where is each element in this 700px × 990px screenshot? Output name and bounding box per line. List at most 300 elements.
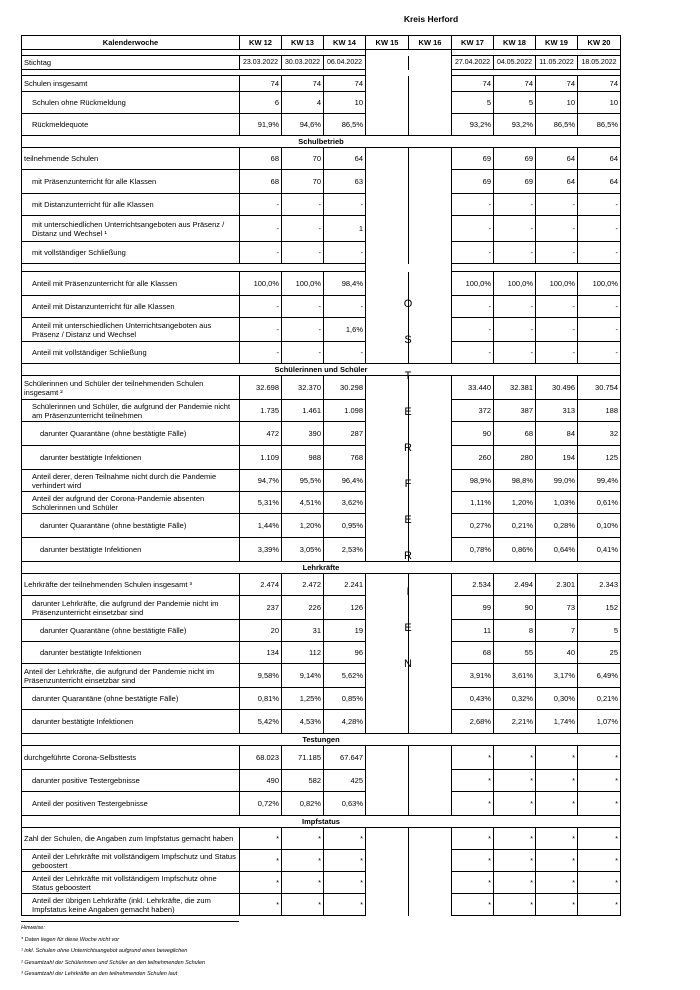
value-cell: - [240,296,282,318]
value-cell: 0,43% [452,688,494,710]
value-cell: 4,51% [282,492,324,514]
value-cell: 25 [578,642,621,664]
table-row [22,620,621,642]
value-cell: - [452,194,494,216]
value-cell: - [536,318,578,342]
footnote-2: ¹ inkl. Schulen ohne Unterrichtsangebot aufgrund eines beweglichen [21,948,188,954]
closed-cell [409,792,452,816]
closed-cell [409,216,452,242]
closed-cell [409,746,452,770]
value-cell: * [536,828,578,850]
value-cell: 0,41% [578,538,621,562]
value-cell: 1.098 [324,400,366,422]
value-cell: 100,0% [536,272,578,296]
value-cell: 20 [240,620,282,642]
closed-cell [366,894,409,916]
week-header: KW 19 [536,36,578,50]
value-cell: 1.735 [240,400,282,422]
value-cell: * [536,770,578,792]
row-label: Anteil der übrigen Lehrkräfte (inkl. Lehrkräfte, die zum Impfstatus keine Angaben gemacht haben) [22,894,240,916]
value-cell: - [240,242,282,264]
closed-cell [409,770,452,792]
closed-cell [409,272,452,296]
header-label: Kalenderwoche [22,36,240,50]
week-header: KW 14 [324,36,366,50]
value-cell: 7 [536,620,578,642]
stichtag-date: 23.03.2022 [240,56,282,70]
row-label: Schülerinnen und Schüler der teilnehmenden Schulen insgesamt ² [22,376,240,400]
value-cell: 4,28% [324,710,366,734]
value-cell: 69 [452,148,494,170]
table-row [22,746,621,770]
value-cell: 1,07% [578,710,621,734]
row-label: Anteil mit Distanzunterricht für alle Klassen [22,296,240,318]
value-cell: 425 [324,770,366,792]
table-row [22,296,621,318]
value-cell: 3,62% [324,492,366,514]
value-cell: 94,7% [240,470,282,492]
holiday-closure-label [388,297,428,693]
table-row [22,56,621,70]
value-cell: 188 [578,400,621,422]
value-cell: 1,03% [536,492,578,514]
table-row [22,272,621,296]
value-cell: - [324,194,366,216]
closure-letter: O [403,298,413,310]
value-cell: - [494,296,536,318]
value-cell: 0,64% [536,538,578,562]
value-cell: 0,85% [324,688,366,710]
value-cell: 90 [452,422,494,446]
closed-cell [366,148,409,170]
value-cell: 68 [494,422,536,446]
table-row [22,562,621,574]
closure-letter: E [404,406,412,418]
value-cell: 126 [324,596,366,620]
closed-cell [366,872,409,894]
closed-cell [409,92,452,114]
row-label: Anteil mit vollständiger Schließung [22,342,240,364]
table-row [22,596,621,620]
value-cell: * [324,894,366,916]
value-cell: * [578,850,621,872]
table-row [22,538,621,562]
closed-cell [366,710,409,734]
row-label: Anteil der Lehrkräfte mit vollständigem Impfschutz ohne Status geboostert [22,872,240,894]
value-cell: 55 [494,642,536,664]
value-cell: 0,95% [324,514,366,538]
value-cell: * [240,828,282,850]
table-row [22,770,621,792]
stichtag-label: Stichtag [22,56,240,70]
value-cell: 2,21% [494,710,536,734]
value-cell: * [494,850,536,872]
value-cell: * [282,850,324,872]
value-cell: 2,68% [452,710,494,734]
section-header: Schülerinnen und Schüler [22,364,621,376]
table-row [22,400,621,422]
value-cell: * [578,894,621,916]
table-row [22,242,621,264]
value-cell: * [536,792,578,816]
value-cell: 98,4% [324,272,366,296]
table-row [22,710,621,734]
table-row [22,194,621,216]
row-label: Anteil derer, deren Teilnahme nicht durch die Pandemie verhindert wird [22,470,240,492]
value-cell: 93,2% [494,114,536,136]
row-label: durchgeführte Corona-Selbsttests [22,746,240,770]
value-cell: * [452,770,494,792]
value-cell: 2.494 [494,574,536,596]
section-header: Lehrkräfte [22,562,621,574]
closed-cell [366,850,409,872]
closed-cell [366,76,409,92]
closed-cell [409,194,452,216]
stichtag-date: 11.05.2022 [536,56,578,70]
row-label: darunter positive Testergebnisse [22,770,240,792]
value-cell: * [452,894,494,916]
value-cell: 86,5% [536,114,578,136]
closed-cell [409,148,452,170]
value-cell: * [240,850,282,872]
value-cell: 98,9% [452,470,494,492]
value-cell: * [240,872,282,894]
value-cell: 2.301 [536,574,578,596]
table-row [22,574,621,596]
value-cell: * [494,894,536,916]
value-cell: 32.381 [494,376,536,400]
stichtag-date: 30.03.2022 [282,56,324,70]
row-label: darunter bestätigte Infektionen [22,642,240,664]
value-cell: 100,0% [494,272,536,296]
value-cell: 1,25% [282,688,324,710]
spacer-cell [536,264,578,272]
spacer-cell [366,264,409,272]
footnotes [21,921,239,981]
week-header: KW 16 [409,36,452,50]
value-cell: 1,20% [282,514,324,538]
value-cell: * [578,770,621,792]
value-cell: 86,5% [324,114,366,136]
value-cell: 2.241 [324,574,366,596]
value-cell: 2,53% [324,538,366,562]
value-cell: * [282,894,324,916]
value-cell: * [452,850,494,872]
stichtag-date [366,56,409,70]
closed-cell [366,194,409,216]
value-cell: - [578,296,621,318]
section-header: Testungen [22,734,621,746]
value-cell: 74 [536,76,578,92]
closure-letter: E [404,622,412,634]
value-cell: * [578,746,621,770]
value-cell: * [536,894,578,916]
value-cell: - [536,194,578,216]
value-cell: 6,49% [578,664,621,688]
closure-letter: F [404,478,412,490]
row-label: Anteil mit unterschiedlichen Unterrichtsangeboten aus Präsenz / Distanz und Wechsel [22,318,240,342]
table-row [22,894,621,916]
value-cell: 74 [578,76,621,92]
value-cell: - [240,194,282,216]
row-label: mit unterschiedlichen Unterrichtsangeboten aus Präsenz / Distanz und Wechsel ¹ [22,216,240,242]
value-cell: 3,91% [452,664,494,688]
value-cell: 0,28% [536,514,578,538]
value-cell: * [282,872,324,894]
value-cell: 74 [452,76,494,92]
table-row [22,216,621,242]
value-cell: - [536,296,578,318]
value-cell: 70 [282,170,324,194]
value-cell: * [536,872,578,894]
value-cell: 68 [452,642,494,664]
closed-cell [366,114,409,136]
week-header: KW 20 [578,36,621,50]
value-cell: - [282,318,324,342]
row-label: Rückmeldequote [22,114,240,136]
table-row [22,872,621,894]
value-cell: 69 [494,148,536,170]
value-cell: 90 [494,596,536,620]
row-label: Anteil der positiven Testergebnisse [22,792,240,816]
value-cell: 313 [536,400,578,422]
value-cell: 68 [240,148,282,170]
spacer-cell [240,264,282,272]
value-cell: 0,32% [494,688,536,710]
table-row [22,376,621,400]
value-cell: 96,4% [324,470,366,492]
value-cell: 74 [240,76,282,92]
row-label: Zahl der Schulen, die Angaben zum Impfstatus gemacht haben [22,828,240,850]
value-cell: 33.440 [452,376,494,400]
value-cell: - [494,194,536,216]
value-cell: 9,14% [282,664,324,688]
value-cell: 69 [452,170,494,194]
row-label: darunter Lehrkräfte, die aufgrund der Pandemie nicht im Präsenzunterricht einsetzbar sind [22,596,240,620]
value-cell: - [324,242,366,264]
value-cell: - [452,296,494,318]
closed-cell [366,770,409,792]
closed-cell [409,76,452,92]
table-row [22,828,621,850]
value-cell: 4 [282,92,324,114]
value-cell: 100,0% [240,272,282,296]
row-label: Schulen insgesamt [22,76,240,92]
value-cell: 95,5% [282,470,324,492]
value-cell: 64 [536,170,578,194]
value-cell: 64 [536,148,578,170]
row-label: Anteil mit Präsenzunterricht für alle Klassen [22,272,240,296]
value-cell: - [578,194,621,216]
value-cell: 0,81% [240,688,282,710]
value-cell: 125 [578,446,621,470]
value-cell: - [240,318,282,342]
value-cell: 2.474 [240,574,282,596]
value-cell: - [578,216,621,242]
value-cell: 0,61% [578,492,621,514]
value-cell: - [324,296,366,318]
value-cell: 84 [536,422,578,446]
value-cell: 390 [282,422,324,446]
value-cell: 0,27% [452,514,494,538]
closure-letter: I [406,586,410,598]
closed-cell [366,792,409,816]
value-cell: 40 [536,642,578,664]
value-cell: 10 [536,92,578,114]
table-row [22,492,621,514]
value-cell: * [494,872,536,894]
row-label: Anteil der aufgrund der Corona-Pandemie absenten Schülerinnen und Schüler [22,492,240,514]
value-cell: - [494,342,536,364]
spacer-cell [578,264,621,272]
week-header: KW 13 [282,36,324,50]
week-header: KW 18 [494,36,536,50]
value-cell: 988 [282,446,324,470]
table-row [22,264,621,272]
value-cell: 32 [578,422,621,446]
value-cell: 0,82% [282,792,324,816]
value-cell: 387 [494,400,536,422]
value-cell: 490 [240,770,282,792]
value-cell: - [282,296,324,318]
value-cell: 287 [324,422,366,446]
table-row [22,114,621,136]
value-cell: - [578,318,621,342]
closure-letter: R [404,442,412,454]
value-cell: - [240,216,282,242]
value-cell: 19 [324,620,366,642]
value-cell: 280 [494,446,536,470]
value-cell: 5 [494,92,536,114]
value-cell: 74 [282,76,324,92]
value-cell: * [240,894,282,916]
closure-letter: T [404,370,412,382]
spacer-cell [282,264,324,272]
value-cell: * [494,828,536,850]
closed-cell [409,872,452,894]
value-cell: 2.534 [452,574,494,596]
value-cell: 1,74% [536,710,578,734]
value-cell: 0,21% [494,514,536,538]
value-cell: - [282,216,324,242]
row-label: Lehrkräfte der teilnehmenden Schulen insgesamt ³ [22,574,240,596]
value-cell: - [452,342,494,364]
value-cell: 74 [494,76,536,92]
value-cell: 99 [452,596,494,620]
row-label: darunter Quarantäne (ohne bestätigte Fälle) [22,620,240,642]
value-cell: 372 [452,400,494,422]
week-header: KW 15 [366,36,409,50]
value-cell: - [494,242,536,264]
value-cell: - [536,216,578,242]
value-cell: 1,11% [452,492,494,514]
value-cell: - [536,342,578,364]
table-row [22,446,621,470]
row-label: mit Distanzunterricht für alle Klassen [22,194,240,216]
value-cell: 91,9% [240,114,282,136]
value-cell: 0,86% [494,538,536,562]
closed-cell [366,170,409,194]
value-cell: * [452,792,494,816]
value-cell: 3,05% [282,538,324,562]
value-cell: 5 [452,92,494,114]
value-cell: 64 [578,170,621,194]
value-cell: 1.461 [282,400,324,422]
value-cell: - [578,342,621,364]
table-row [22,642,621,664]
value-cell: 472 [240,422,282,446]
value-cell: 0,78% [452,538,494,562]
value-cell: 93,2% [452,114,494,136]
value-cell: * [324,872,366,894]
value-cell: 5,42% [240,710,282,734]
value-cell: * [282,828,324,850]
value-cell: 30.298 [324,376,366,400]
value-cell: * [578,872,621,894]
stichtag-date: 04.05.2022 [494,56,536,70]
section-header: Impfstatus [22,816,621,828]
value-cell: - [240,342,282,364]
table-row [22,136,621,148]
value-cell: 5 [578,620,621,642]
row-label: darunter Quarantäne (ohne bestätigte Fälle) [22,514,240,538]
value-cell: 1 [324,216,366,242]
value-cell: 68 [240,170,282,194]
value-cell: 70 [282,148,324,170]
table-row [22,514,621,538]
value-cell: * [494,792,536,816]
value-cell: 64 [578,148,621,170]
table-row [22,422,621,446]
value-cell: * [536,850,578,872]
row-label: darunter bestätigte Infektionen [22,710,240,734]
value-cell: 86,5% [578,114,621,136]
value-cell: * [452,872,494,894]
value-cell: 5,31% [240,492,282,514]
value-cell: - [282,342,324,364]
value-cell: 768 [324,446,366,470]
value-cell: * [324,828,366,850]
value-cell: 30.754 [578,376,621,400]
footnote-heading: Hinweise: [21,925,45,931]
footnote-1: * Daten liegen für diese Woche nicht vor [21,936,120,943]
footnote-4: ³ Gesamtzahl der Lehrkräfte an den teilnehmenden Schulen laut [21,971,178,977]
footnote-3: ² Gesamtzahl der Schülerinnen und Schüler an den teilnehmenden Schulen [21,959,206,966]
week-header: KW 12 [240,36,282,50]
value-cell: 0,21% [578,688,621,710]
value-cell: 152 [578,596,621,620]
closed-cell [409,242,452,264]
value-cell: - [494,216,536,242]
value-cell: 74 [324,76,366,92]
value-cell: 10 [578,92,621,114]
table-row [22,792,621,816]
value-cell: - [324,342,366,364]
week-header: KW 17 [452,36,494,50]
value-cell: 63 [324,170,366,194]
value-cell: * [324,850,366,872]
value-cell: 99,0% [536,470,578,492]
stichtag-date: 18.05.2022 [578,56,621,70]
value-cell: * [452,828,494,850]
value-cell: 3,39% [240,538,282,562]
value-cell: 68.023 [240,746,282,770]
row-label: Schulen ohne Rückmeldung [22,92,240,114]
value-cell: 3,17% [536,664,578,688]
spacer-cell [494,264,536,272]
value-cell: 112 [282,642,324,664]
value-cell: 69 [494,170,536,194]
